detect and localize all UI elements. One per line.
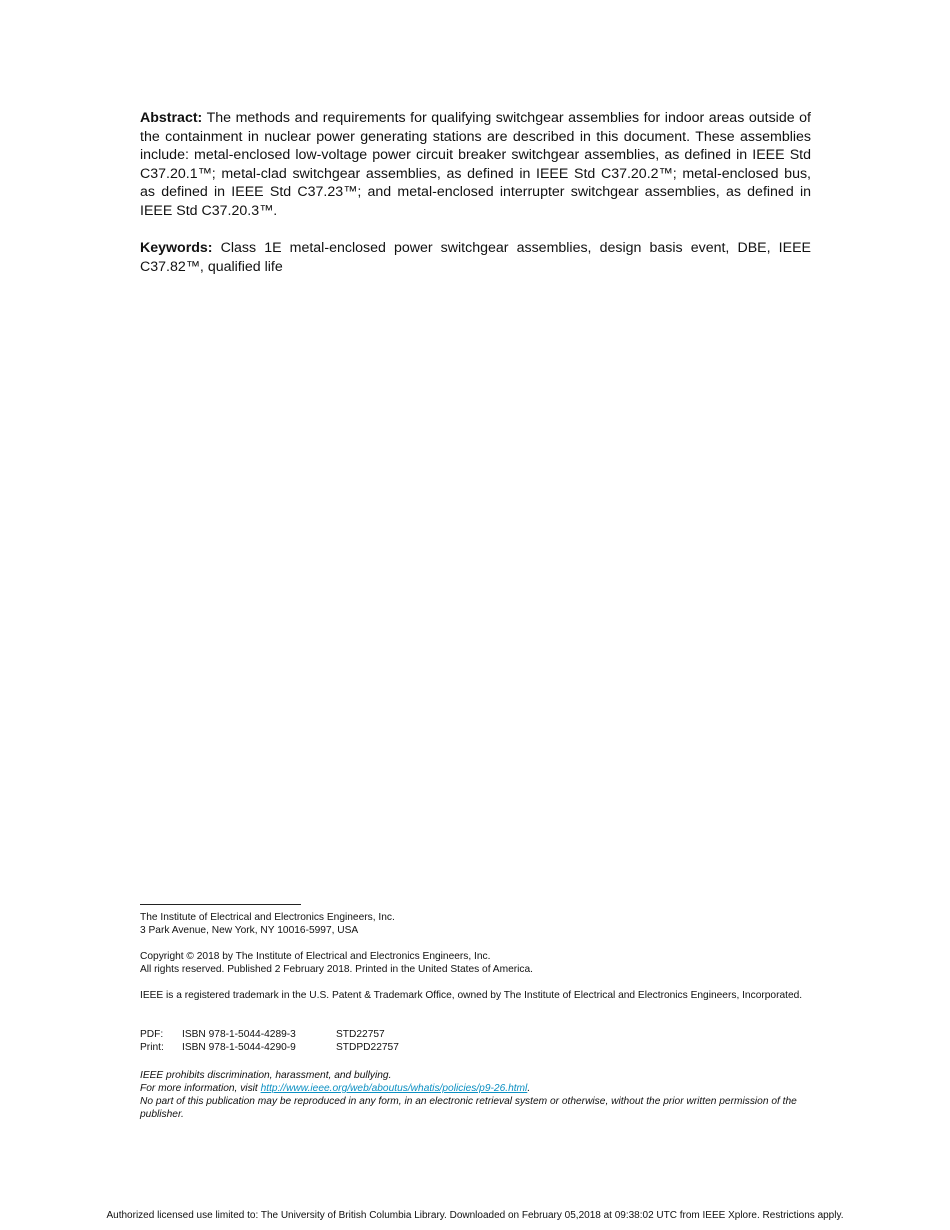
- publisher-address: 3 Park Avenue, New York, NY 10016-5997, USA: [140, 925, 359, 936]
- policy-info-line: [140, 1082, 820, 1095]
- policy-link[interactable]: http://www.ieee.org/web/aboutus/whatis/policies/p9-26.html: [260, 1083, 528, 1094]
- keywords-text: Class 1E metal-enclosed power switchgear assemblies, design basis event, DBE, IEEE C37.82™, qualified life: [140, 240, 811, 275]
- publisher-name: The Institute of Electrical and Electronics Engineers, Inc.: [140, 912, 395, 923]
- isbn-number: ISBN 978-1-5044-4290-9: [182, 1042, 296, 1053]
- isbn-row-print: [140, 1041, 820, 1054]
- isbn-code: STD22757: [336, 1029, 385, 1040]
- keywords-paragraph: [140, 239, 811, 276]
- isbn-row-pdf: [140, 1028, 820, 1041]
- policy-suffix: .: [527, 1083, 531, 1094]
- publisher-block: [140, 911, 820, 937]
- copyright-line: Copyright © 2018 by The Institute of Electrical and Electronics Engineers, Inc.: [140, 951, 491, 962]
- rights-line: All rights reserved. Published 2 February 2018. Printed in the United States of America.: [140, 964, 533, 975]
- policy-prefix: For more information, visit: [140, 1083, 261, 1094]
- abstract-text: The methods and requirements for qualifying switchgear assemblies for indoor areas outside of the containment in nuclear power generating stations are described in this document. These assemblies include: metal-enclosed low-voltage power circuit breaker switchgear assemblies, as defined in IEEE Std C37.20.1™; metal-clad switchgear assemblies, as defined in IEEE Std C37.20.2™; metal-enclosed bus, as defined in IEEE Std C37.23™; and metal-enclosed interrupter switchgear assemblies, as defined in IEEE Std C37.20.3™.: [140, 110, 811, 219]
- copyright-block: [140, 950, 820, 976]
- trademark-text: IEEE is a registered trademark in the U.S. Patent & Trademark Office, owned by The Institute of Electrical and Electronics Engineers, Incorporated.: [140, 990, 803, 1001]
- isbn-type: Print:: [140, 1042, 164, 1053]
- trademark-notice: [140, 989, 820, 1002]
- footnote-divider: [140, 904, 301, 905]
- isbn-type: PDF:: [140, 1029, 164, 1040]
- isbn-code: STDPD22757: [336, 1042, 399, 1053]
- abstract-paragraph: [140, 109, 811, 221]
- isbn-block: [140, 1028, 820, 1054]
- license-footer: Authorized licensed use limited to: The University of British Columbia Library. Downloaded on February 05,2018 at 09:38:02 UTC from IEEE Xplore. Restrictions apply.: [106, 1210, 844, 1221]
- abstract-label: Abstract:: [140, 110, 203, 126]
- reproduction-notice: No part of this publication may be reproduced in any form, in an electronic retrieval system or otherwise, without the prior written permission of the publisher.: [140, 1096, 797, 1120]
- discrimination-policy: IEEE prohibits discrimination, harassment, and bullying.: [140, 1070, 392, 1081]
- legal-notice: [140, 1069, 820, 1121]
- isbn-number: ISBN 978-1-5044-4289-3: [182, 1029, 296, 1040]
- keywords-label: Keywords:: [140, 240, 213, 256]
